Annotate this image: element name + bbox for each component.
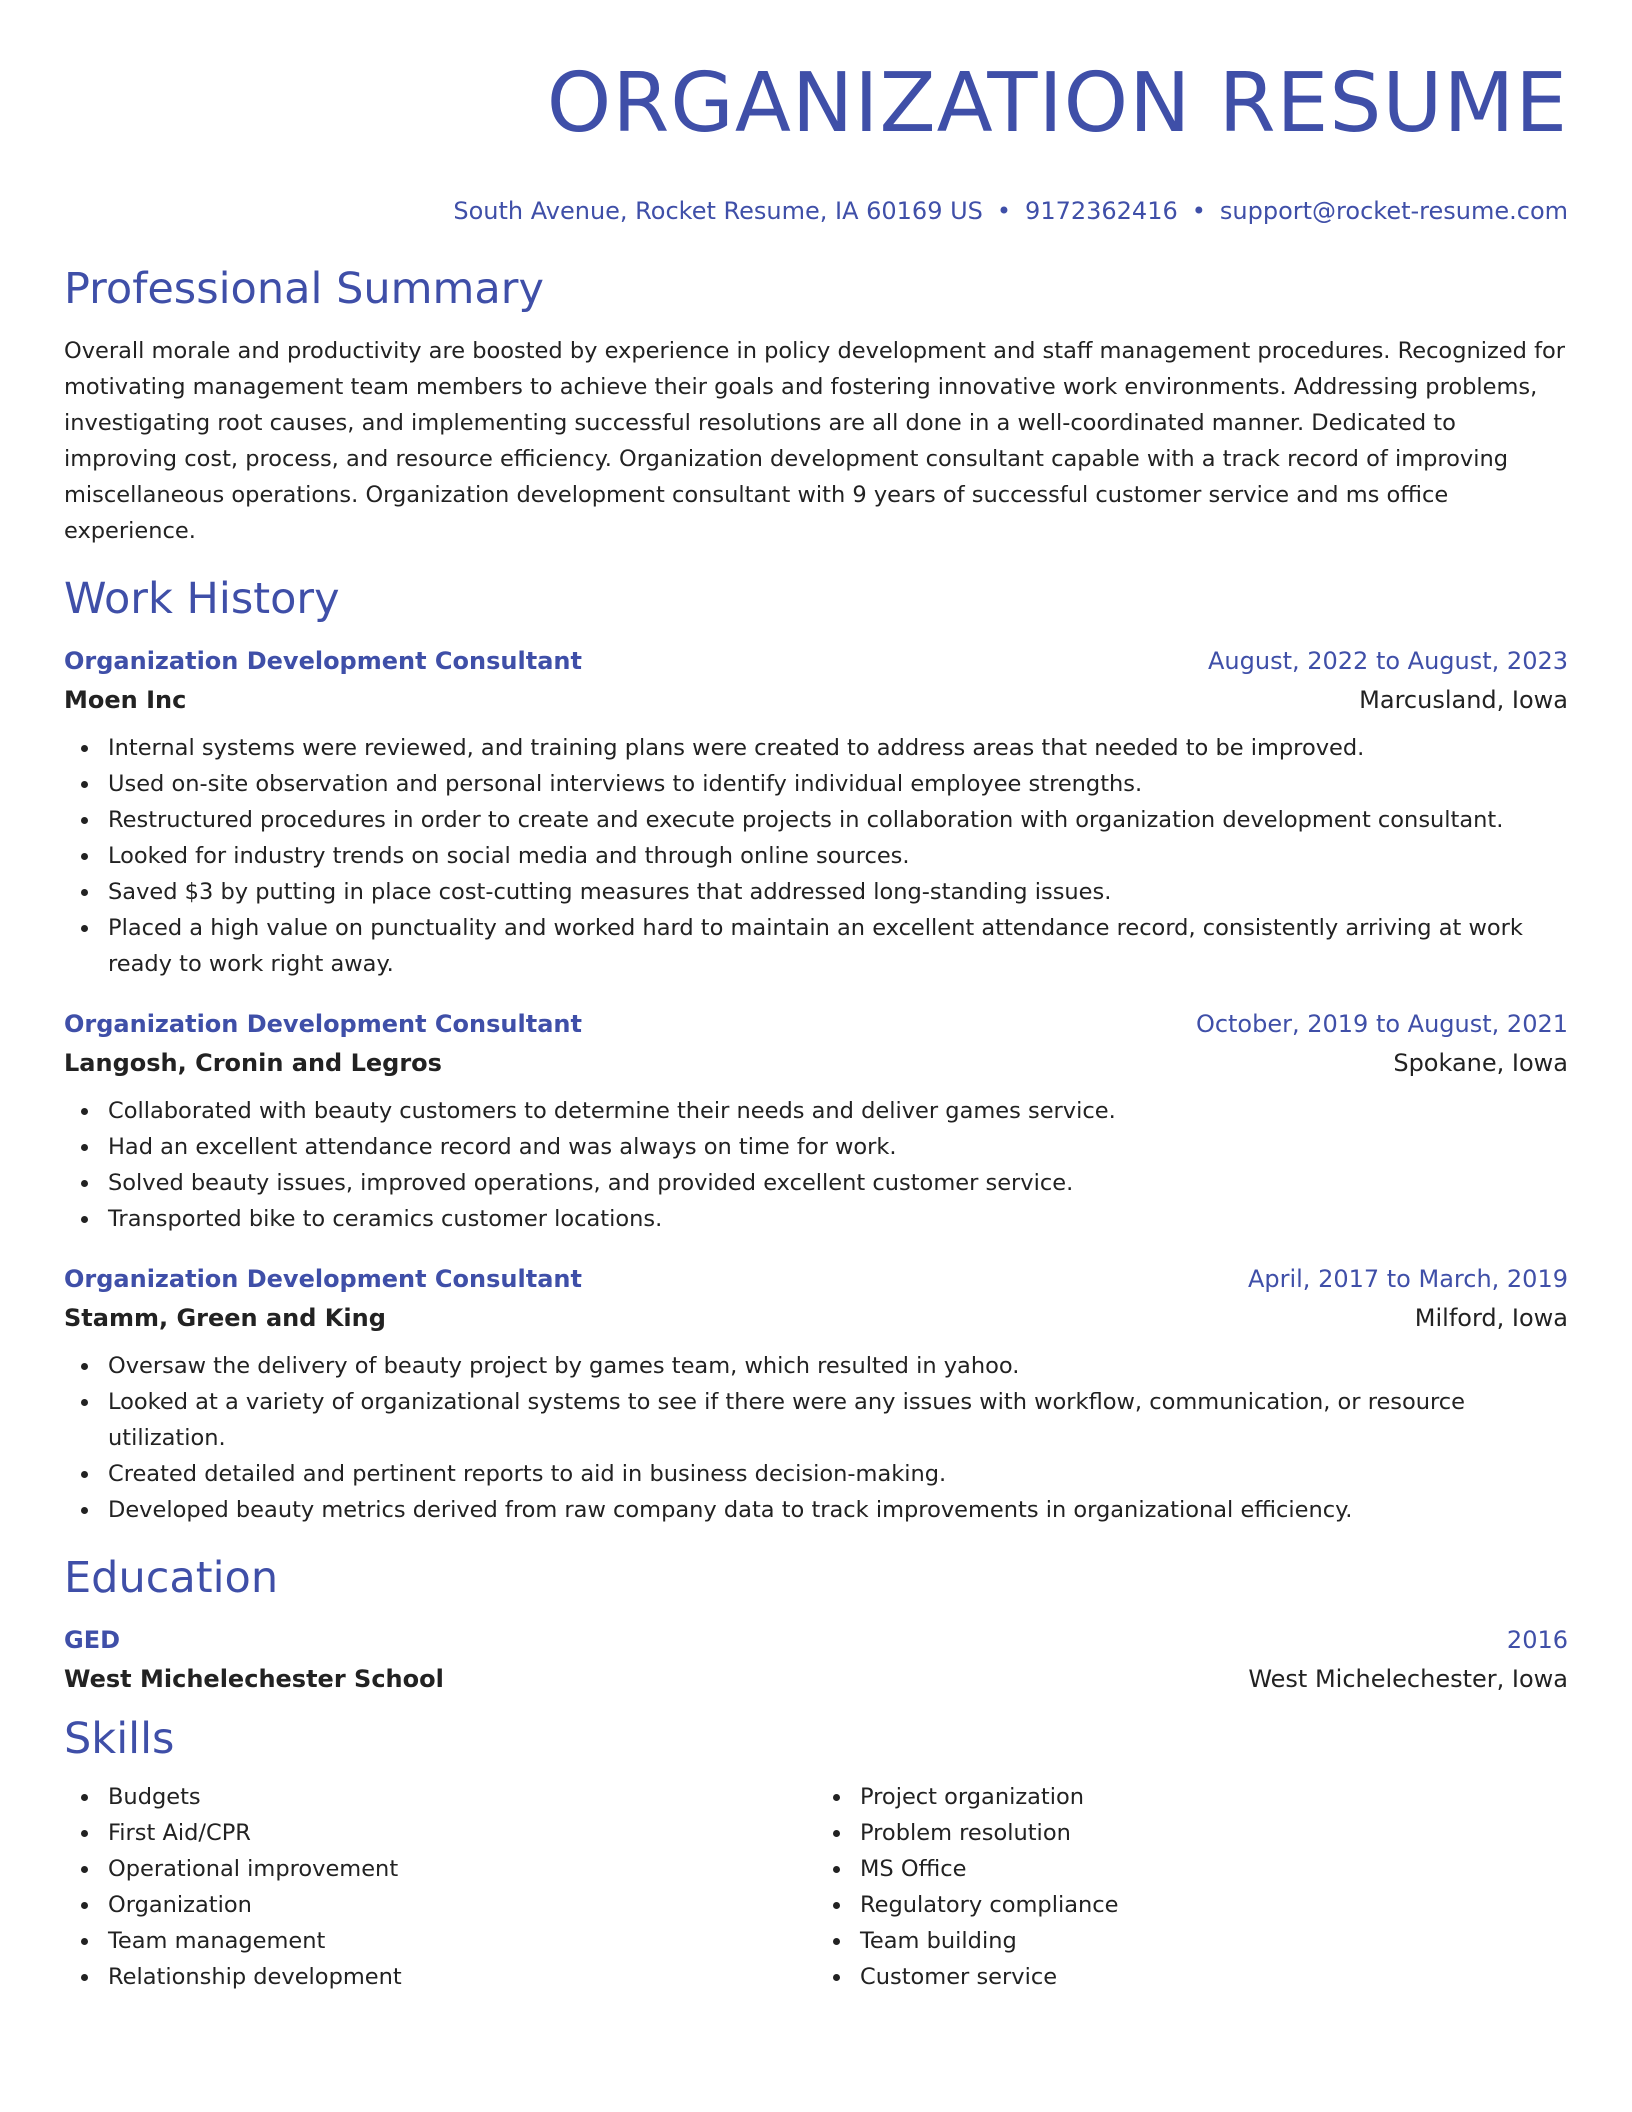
summary-text: Overall morale and productivity are boosted by experience in policy development and staff management procedures. Recognized for motivating management team members to achieve their goals and fostering innovative work environments. Addressing problems, investigating root causes, and implementing successful resolutions are all done in a well-coordinated manner. Dedicated to improving cost, process, and resource efficiency. Organization development consultant capable with a track record of improving miscellaneous operations. Organization development consultant with 9 years of successful customer service and ms office experience. bbox=[64, 338, 1566, 544]
education-location: West Michelechester, Iowa bbox=[1248, 1665, 1568, 1693]
skill-item: MS Office bbox=[860, 1851, 1568, 1887]
skill-item: Customer service bbox=[860, 1959, 1568, 1995]
skill-item: Regulatory compliance bbox=[860, 1887, 1568, 1923]
contact-phone: 9172362416 bbox=[1025, 197, 1178, 225]
job-title: Organization Development Consultant bbox=[64, 647, 582, 675]
skill-item: Problem resolution bbox=[860, 1815, 1568, 1851]
list-item: Looked for industry trends on social media and through online sources. bbox=[108, 838, 1568, 874]
education-heading: Education bbox=[64, 1553, 279, 1603]
list-item: Restructured procedures in order to create and execute projects in collaboration with organization development consultant. bbox=[108, 802, 1568, 838]
skill-item: Relationship development bbox=[108, 1959, 816, 1995]
list-item: Collaborated with beauty customers to determine their needs and deliver games service. bbox=[108, 1093, 1568, 1129]
skill-item: Team management bbox=[108, 1923, 816, 1959]
skill-item: First Aid/CPR bbox=[108, 1815, 816, 1851]
skills-heading: Skills bbox=[64, 1714, 175, 1764]
job-bullets bbox=[64, 1093, 1568, 1237]
list-item: Developed beauty metrics derived from raw company data to track improvements in organizational efficiency. bbox=[108, 1492, 1568, 1528]
list-item: Had an excellent attendance record and was always on time for work. bbox=[108, 1129, 1568, 1165]
job-company: Moen Inc bbox=[64, 686, 187, 714]
job-location: Spokane, Iowa bbox=[1393, 1049, 1568, 1077]
education-school: West Michelechester School bbox=[64, 1665, 444, 1693]
skill-item: Budgets bbox=[108, 1779, 816, 1815]
job-location: Milford, Iowa bbox=[1414, 1304, 1568, 1332]
list-item: Internal systems were reviewed, and training plans were created to address areas that needed to be improved. bbox=[108, 730, 1568, 766]
list-item: Looked at a variety of organizational systems to see if there were any issues with workflow, communication, or resource utilization. bbox=[108, 1384, 1568, 1456]
list-item: Used on-site observation and personal interviews to identify individual employee strengths. bbox=[108, 766, 1568, 802]
job-entry bbox=[64, 1008, 1568, 1237]
contact-separator: • bbox=[996, 197, 1012, 225]
education-degree: GED bbox=[64, 1626, 121, 1654]
list-item: Transported bike to ceramics customer locations. bbox=[108, 1201, 1568, 1237]
list-item: Placed a high value on punctuality and worked hard to maintain an excellent attendance record, consistently arriving at work ready to work right away. bbox=[108, 910, 1568, 982]
job-title: Organization Development Consultant bbox=[64, 1010, 582, 1038]
skill-item: Operational improvement bbox=[108, 1851, 816, 1887]
job-bullets bbox=[64, 1348, 1568, 1528]
skill-item: Team building bbox=[860, 1923, 1568, 1959]
education-entry bbox=[64, 1624, 1568, 1695]
job-bullets bbox=[64, 730, 1568, 982]
job-entry bbox=[64, 645, 1568, 982]
skills-left-list bbox=[64, 1779, 816, 1995]
education-year: 2016 bbox=[1506, 1626, 1568, 1654]
resume-header bbox=[64, 56, 1568, 226]
job-dates: August, 2022 to August, 2023 bbox=[1208, 647, 1568, 675]
list-item: Saved $3 by putting in place cost-cutting measures that addressed long-standing issues. bbox=[108, 874, 1568, 910]
contact-line bbox=[64, 196, 1568, 226]
contact-email: support@rocket-resume.com bbox=[1219, 197, 1568, 225]
skill-item: Organization bbox=[108, 1887, 816, 1923]
job-dates: April, 2017 to March, 2019 bbox=[1247, 1265, 1568, 1293]
job-company: Stamm, Green and King bbox=[64, 1304, 386, 1332]
list-item: Oversaw the delivery of beauty project by games team, which resulted in yahoo. bbox=[108, 1348, 1568, 1384]
resume-name: ORGANIZATION RESUME bbox=[546, 56, 1568, 151]
skills-columns bbox=[64, 1779, 1568, 1995]
skills-right-list bbox=[816, 1779, 1568, 1995]
contact-separator: • bbox=[1191, 197, 1206, 225]
job-location: Marcusland, Iowa bbox=[1359, 686, 1568, 714]
contact-address: South Avenue, Rocket Resume, IA 60169 US bbox=[453, 197, 983, 225]
work-history-heading: Work History bbox=[64, 574, 340, 624]
job-company: Langosh, Cronin and Legros bbox=[64, 1049, 442, 1077]
job-entry bbox=[64, 1263, 1568, 1528]
list-item: Solved beauty issues, improved operations, and provided excellent customer service. bbox=[108, 1165, 1568, 1201]
skill-item: Project organization bbox=[860, 1779, 1568, 1815]
job-dates: October, 2019 to August, 2021 bbox=[1195, 1010, 1568, 1038]
job-title: Organization Development Consultant bbox=[64, 1265, 582, 1293]
list-item: Created detailed and pertinent reports to aid in business decision-making. bbox=[108, 1456, 1568, 1492]
summary-heading: Professional Summary bbox=[64, 264, 544, 314]
